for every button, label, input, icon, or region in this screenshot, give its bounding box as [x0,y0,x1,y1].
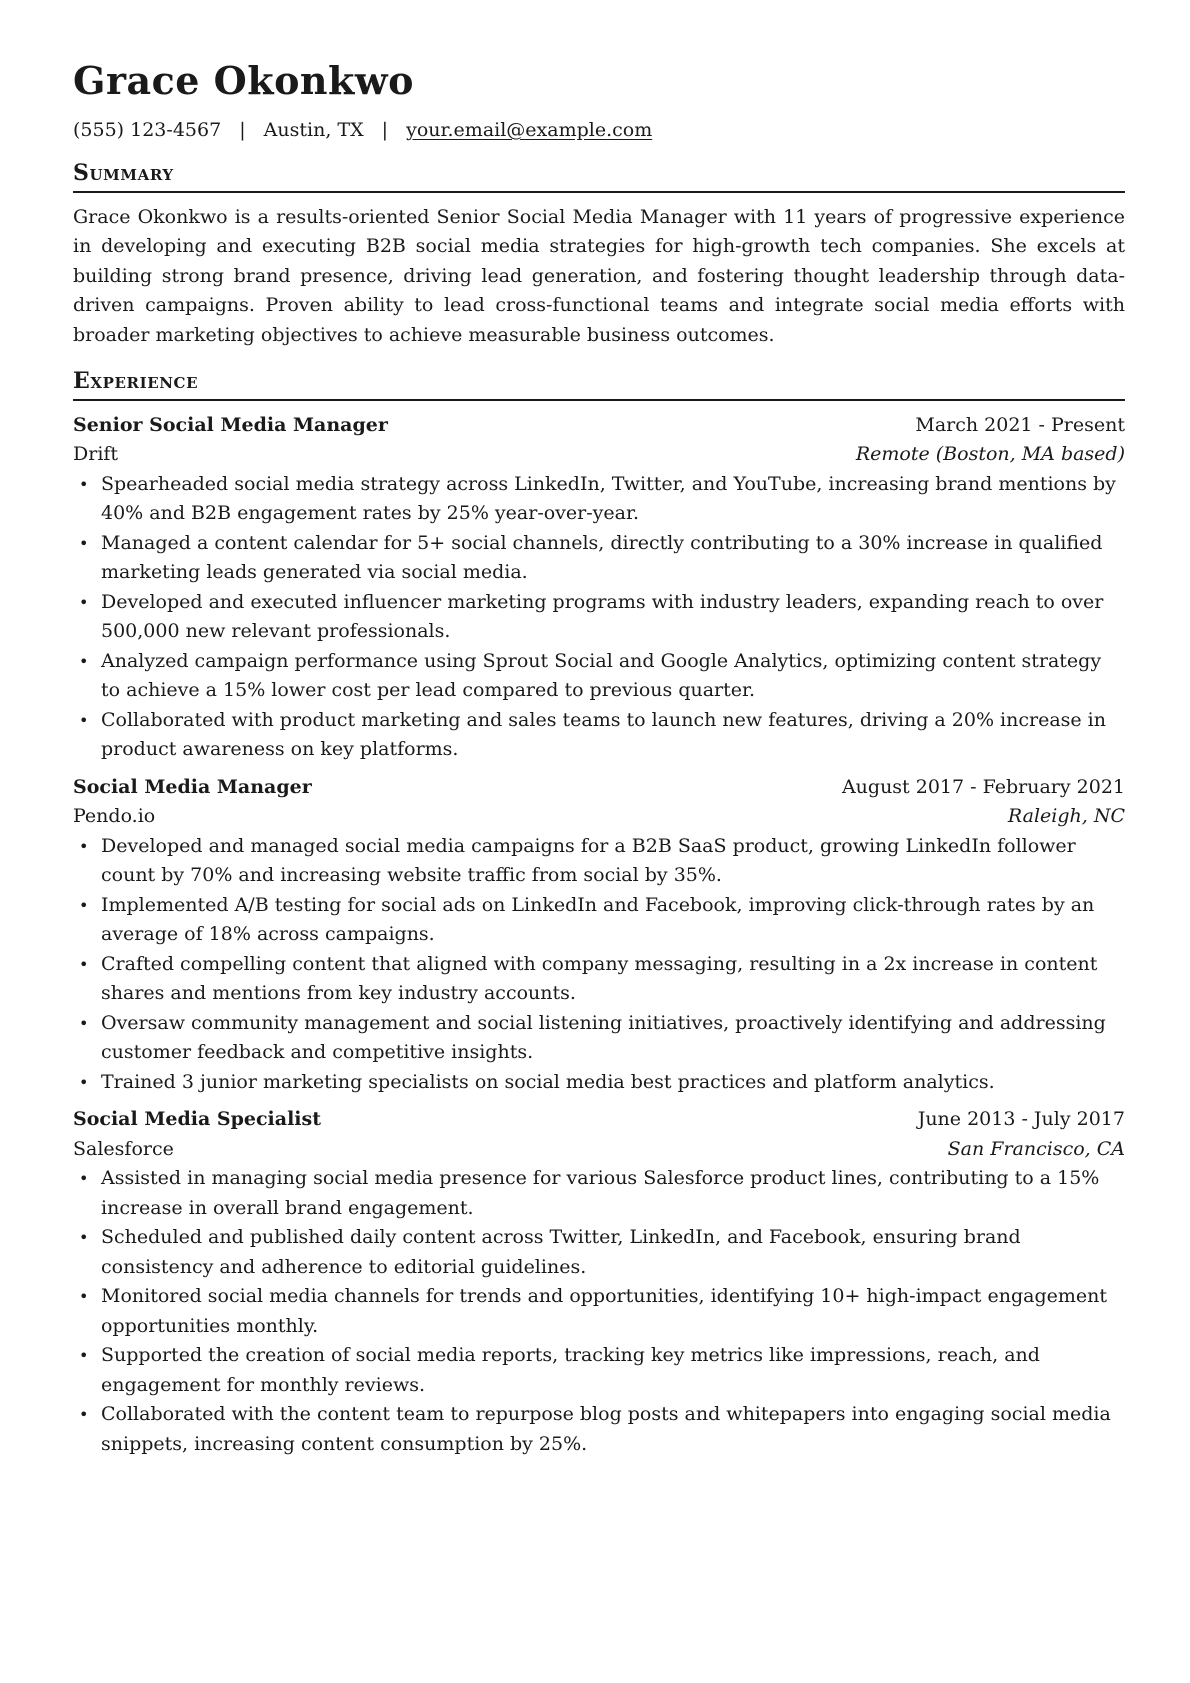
job-dates: March 2021 - Present [915,413,1125,436]
job-header [73,773,1125,803]
job-header [73,1105,1125,1135]
job-bullet: • Managed a content calendar for 5+ social channels, directly contributing to a 30% increase in qualified marketing leads generated via social media. [101,529,1125,588]
job-bullet: • Trained 3 junior marketing specialists on social media best practices and platform analytics. [101,1068,1125,1098]
resume-page [73,58,1125,1459]
job-dates: June 2013 - July 2017 [917,1108,1125,1131]
job-bullets [73,1164,1125,1459]
job-entry [73,1105,1125,1459]
job-dates: August 2017 - February 2021 [841,775,1125,798]
job-bullet: • Developed and managed social media campaigns for a B2B SaaS product, growing LinkedIn follower count by 70% and increasing website traffic from social by 35%. [101,832,1125,891]
job-bullet: • Scheduled and published daily content across Twitter, LinkedIn, and Facebook, ensuring brand consistency and adherence to editorial guidelines. [101,1223,1125,1282]
job-header [73,411,1125,441]
job-entry [73,411,1125,765]
job-bullet: • Crafted compelling content that aligned with company messaging, resulting in a 2x increase in content shares and mentions from key industry accounts. [101,950,1125,1009]
job-bullet: • Assisted in managing social media presence for various Salesforce product lines, contributing to a 15% increase in overall brand engagement. [101,1164,1125,1223]
contact-line [73,118,1125,143]
job-location: San Francisco, CA [947,1137,1125,1160]
job-bullet: • Supported the creation of social media reports, tracking key metrics like impressions, reach, and engagement for monthly reviews. [101,1341,1125,1400]
company-name: Pendo.io [73,805,156,828]
candidate-name: Grace Okonkwo [73,58,414,103]
contact-separator: | [381,118,389,141]
job-location: Remote (Boston, MA based) [855,443,1125,466]
experience-heading: Experience [73,368,1125,400]
job-location: Raleigh, NC [1007,805,1125,828]
company-name: Drift [73,443,119,466]
job-subheader [73,440,1125,470]
experience-list [73,411,1125,1460]
email-link[interactable]: your.email@example.com [406,118,653,141]
job-subheader [73,1135,1125,1165]
job-bullet: • Monitored social media channels for trends and opportunities, identifying 10+ high-impact engagement opportunities monthly. [101,1282,1125,1341]
job-bullet: • Analyzed campaign performance using Sprout Social and Google Analytics, optimizing content strategy to achieve a 15% lower cost per lead compared to previous quarter. [101,647,1125,706]
job-bullet: • Collaborated with product marketing and sales teams to launch new features, driving a 20% increase in product awareness on key platforms. [101,706,1125,765]
job-bullets [73,832,1125,1098]
job-bullet: • Oversaw community management and social listening initiatives, proactively identifying and addressing customer feedback and competitive insights. [101,1009,1125,1068]
job-bullet: • Developed and executed influencer marketing programs with industry leaders, expanding reach to over 500,000 new relevant professionals. [101,588,1125,647]
contact-separator: | [239,118,246,141]
company-name: Salesforce [73,1137,174,1160]
summary-heading: Summary [73,160,1125,192]
job-title: Social Media Specialist [73,1108,321,1131]
job-bullet: • Spearheaded social media strategy across LinkedIn, Twitter, and YouTube, increasing brand mentions by 40% and B2B engagement rates by 25% year-over-year. [101,470,1125,529]
phone-number: (555) 123-4567 [73,118,222,141]
job-subheader [73,802,1125,832]
job-bullet: • Collaborated with the content team to repurpose blog posts and whitepapers into engaging social media snippets, increasing content consumption by 25%. [101,1400,1125,1459]
job-title: Social Media Manager [73,775,312,798]
summary-text: Grace Okonkwo is a results-oriented Senior Social Media Manager with 11 years of progressive experience in developing and executing B2B social media strategies for high-growth tech companies. She excels at building strong brand presence, driving lead generation, and fostering thought leadership through data-driven campaigns. Proven ability to lead cross-functional teams and integrate social media efforts with broader marketing objectives to achieve measurable business outcomes. [73,205,1125,346]
job-bullets [73,470,1125,765]
job-entry [73,773,1125,1098]
job-bullet: • Implemented A/B testing for social ads on LinkedIn and Facebook, improving click-through rates by an average of 18% across campaigns. [101,891,1125,950]
job-title: Senior Social Media Manager [73,413,388,436]
location: Austin, TX [263,118,364,141]
